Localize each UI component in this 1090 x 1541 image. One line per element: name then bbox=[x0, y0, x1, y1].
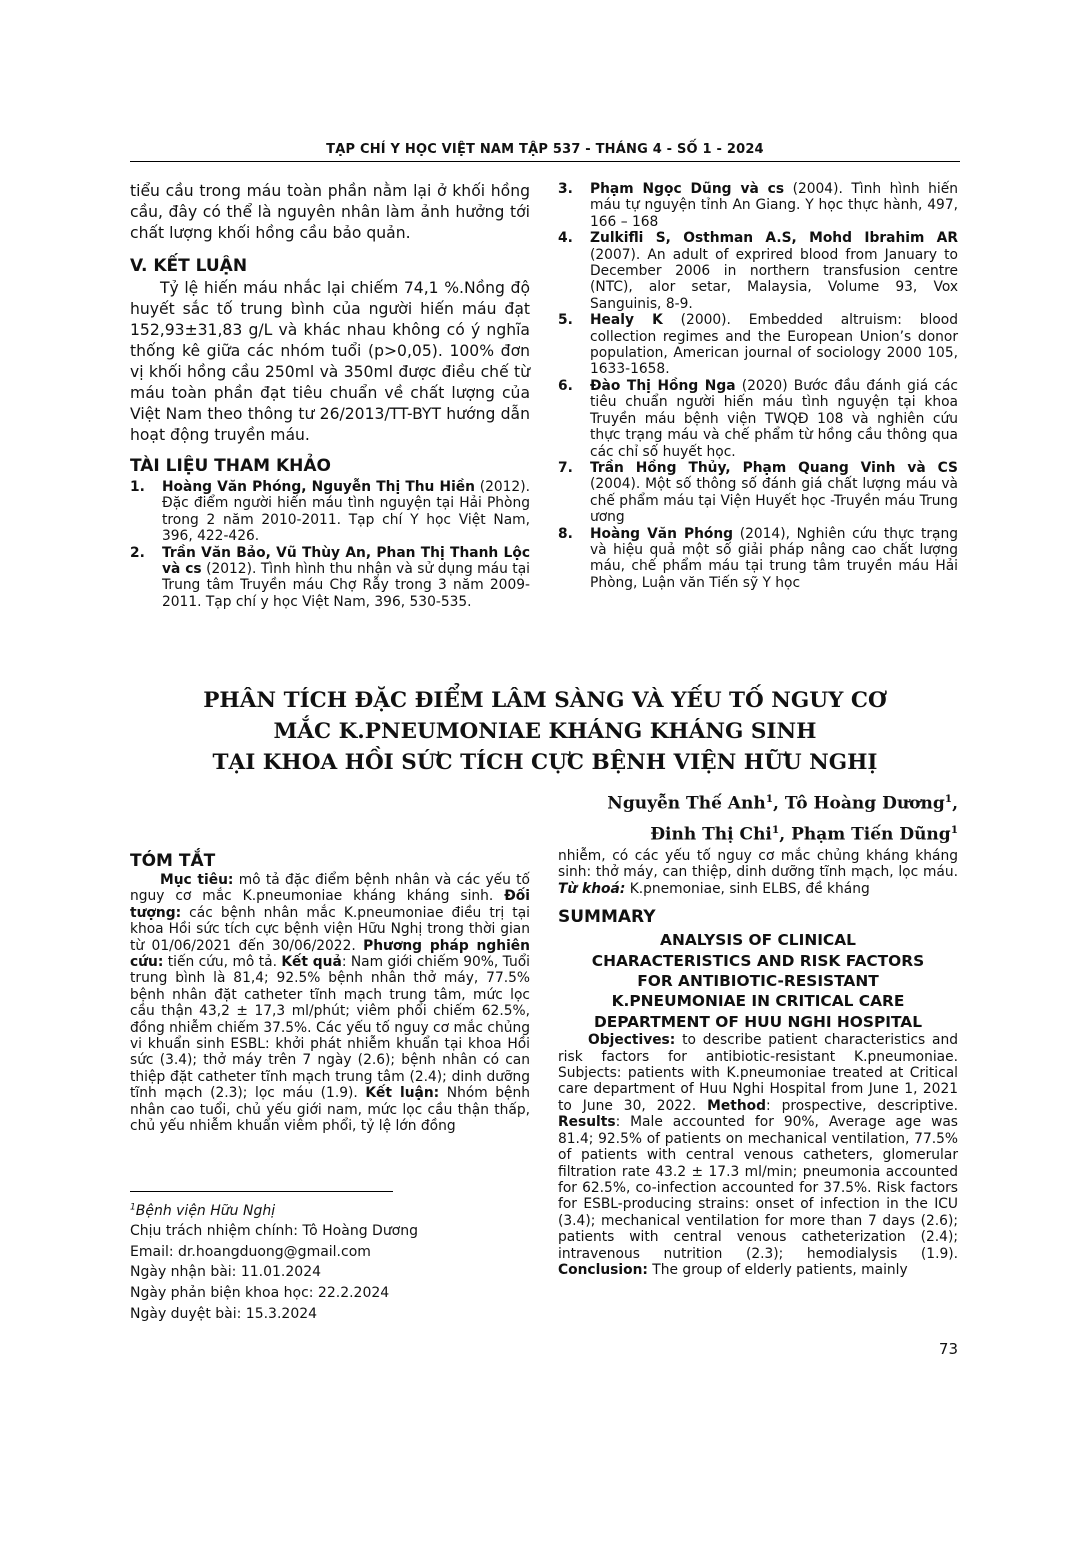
abstract-vi-continued: nhiễm, có các yếu tố nguy cơ mắc chủng kháng kháng sinh: thở máy, can thiệp, dinh dưỡng tĩnh mạch, lọc máu. Từ khoá: K.pnemoniae, sinh ELBS, đề kháng bbox=[558, 848, 958, 897]
reference-text: (2012). Tình hình thu nhận và sử dụng máu tại Trung tâm Truyền máu Chợ Rẫy trong 3 năm 2009-2011. Tạp chí y học Việt Nam, 396, 530-535. bbox=[162, 561, 531, 610]
reference-text: (2007). An adult of exprired blood from January to December 2006 in northern transfusion centre (NTC), alor setar, Malaysia, Volume 93, Vox Sanguinis, 8-9. bbox=[590, 246, 958, 312]
header-rule bbox=[130, 161, 960, 162]
reference-authors: Trần Hồng Thủy, Phạm Quang Vinh và CS bbox=[590, 459, 958, 476]
reference-authors: Phạm Ngọc Dũng và cs bbox=[590, 181, 785, 197]
abstract-right-column bbox=[558, 848, 958, 1278]
reference-text: (2014), Nghiên cứu thực trạng và hiệu quả một số giải pháp nâng cao chất lượng máu, chế phẩm máu tại trung tâm truyền máu Hải Phòng, Luận văn Tiến sỹ Y học bbox=[590, 525, 958, 591]
reference-authors: Healy K bbox=[590, 312, 663, 329]
footnote-email: Email: dr.hoangduong@gmail.com bbox=[130, 1243, 371, 1260]
author-name: Nguyễn Thế Anh bbox=[607, 793, 766, 814]
reference-number: 1. bbox=[130, 479, 145, 495]
english-title bbox=[558, 930, 958, 1032]
article-title-line: PHÂN TÍCH ĐẶC ĐIỂM LÂM SÀNG VÀ YẾU TỐ NGUY CƠ bbox=[203, 688, 887, 713]
reference-item bbox=[558, 230, 958, 312]
reference-authors: Zulkifli S, Osthman A.S, Mohd Ibrahim AR bbox=[590, 230, 958, 247]
abstract-heading: TÓM TẮT bbox=[130, 851, 216, 871]
reference-text: (2004). Một số thông số đánh giá chất lượng máu và chế phẩm máu tại Viện Huyết học -Truyền máu Trung ương bbox=[590, 476, 958, 526]
footnote-received: Ngày nhận bài: 11.01.2024 bbox=[130, 1264, 322, 1281]
conclusion-paragraph: Tỷ lệ hiến máu nhắc lại chiếm 74,1 %.Nồng độ huyết sắc tố trung bình của người hiến máu đạt 152,93±31,83 g/L và khác nhau không có ý nghĩa thống kê giữa các nhóm tuổi (p>0,05). 100% đơn vị khối hồng cầu 250ml và 350ml được điều chế từ máu toàn phần đạt tiêu chuẩn về chất lượng của Việt Nam theo thông tư 26/2013/TT-BYT hướng dẫn hoạt động truyền máu. bbox=[130, 279, 530, 444]
article-title-line: MẮC K.PNEUMONIAE KHÁNG KHÁNG SINH bbox=[273, 719, 817, 744]
summary-heading: SUMMARY bbox=[558, 907, 656, 928]
affiliation-marker: 1 bbox=[950, 823, 958, 836]
footnote-responsible: Chịu trách nhiệm chính: Tô Hoàng Dương bbox=[130, 1223, 419, 1240]
reference-item bbox=[558, 378, 958, 460]
reference-number: 5. bbox=[558, 312, 573, 329]
journal-header: TẠP CHÍ Y HỌC VIỆT NAM TẬP 537 - THÁNG 4 - SỐ 1 - 2024 bbox=[326, 142, 764, 157]
english-title-line: FOR ANTIBIOTIC-RESISTANT bbox=[637, 972, 879, 991]
reference-number: 8. bbox=[558, 525, 573, 542]
abstract-vi-text: Mục tiêu: mô tả đặc điểm bệnh nhân và các yếu tố nguy cơ mắc K.pneumoniae kháng kháng sinh. Đối tượng: các bệnh nhân mắc K.pneumoniae điều trị tại khoa Hồi sức tích cực bệnh viện Hữu Nghị trong thời gian từ 01/06/2021 đến 30/06/2022. Phương pháp nghiên cứu: tiến cứu, mô tả. Kết quả: Nam giới chiếm 90%, Tuổi trung bình là 81,4; 92.5% bệnh nhân thở máy, 77.5% bệnh nhân đặt catheter tĩnh mạch trung tâm, mức lọc cầu thận 43,2 ± 17,3 ml/phút; viêm phổi chiếm 62.5%, đồng nhiễm chiếm 37.5%. Các yếu tố nguy cơ mắc chủng vi khuẩn sinh ESBL: khởi phát nhiễm khuẩn tại khoa Hồi sức (3.4); thở máy trên 7 ngày (2.6); bệnh nhân có can thiệp đặt catheter tĩnh mạch trung tâm (2.4); dinh dưỡng tĩnh mạch (2.3); lọc máu (1.9). Kết luận: Nhóm bệnh nhân cao tuổi, chủ yếu giới nam, mức lọc cầu thận thấp, chủ yếu nhiễm khuẩn viêm phổi, tỷ lệ lớn đồng bbox=[130, 872, 531, 1135]
reference-item bbox=[558, 460, 958, 526]
reference-item bbox=[558, 181, 958, 230]
reference-authors: Hoàng Văn Phóng, Nguyễn Thị Thu Hiền bbox=[162, 479, 475, 495]
reference-authors: Đào Thị Hồng Nga bbox=[590, 377, 736, 394]
reference-text: (2020) Bước đầu đánh giá các tiêu chuẩn người hiến máu tình nguyện tại khoa Truyền máu bệnh viện TWQĐ 108 và nghiên cứu thực trạng máu và chế phẩm từ hồng cầu thông qua các chỉ số huyết học. bbox=[590, 377, 958, 460]
reference-authors: Trần Văn Bảo, Vũ Thùy An, Phan Thị Thanh Lộc và cs bbox=[162, 544, 530, 578]
reference-number: 7. bbox=[558, 459, 573, 476]
english-title-line: ANALYSIS OF CLINICAL bbox=[660, 931, 856, 950]
reference-text: (2004). Tình hình hiến máu tự nguyện tỉnh An Giang. Y học thực hành, 497, 166 – 168 bbox=[590, 181, 958, 230]
reference-number: 2. bbox=[130, 544, 145, 561]
article-title-line: TẠI KHOA HỒI SỨC TÍCH CỰC BỆNH VIỆN HỮU NGHỊ bbox=[212, 750, 878, 775]
prev-article-left-column bbox=[130, 181, 530, 610]
references-heading: TÀI LIỆU THAM KHẢO bbox=[130, 456, 331, 476]
footnote-affiliation: $^1$Bệnh viện Hữu Nghị bbox=[130, 1202, 276, 1219]
affiliation-marker: 1 bbox=[944, 793, 953, 805]
reference-list-right bbox=[558, 181, 958, 591]
reference-number: 4. bbox=[558, 230, 573, 247]
footnote bbox=[130, 1197, 418, 1324]
reference-number: 6. bbox=[558, 377, 573, 394]
affiliation-marker: 1 bbox=[771, 823, 780, 836]
page-number: 73 bbox=[938, 1340, 958, 1358]
abstract-vi bbox=[130, 850, 530, 1135]
reference-item bbox=[130, 479, 530, 545]
reference-item bbox=[130, 545, 530, 611]
reference-list-left bbox=[130, 479, 530, 610]
article-title bbox=[130, 685, 960, 778]
reference-number: 3. bbox=[558, 181, 573, 197]
summary-text: Objectives: to describe patient characteristics and risk factors for antibiotic-resistant K.pneumoniae. Subjects: patients with K.pneumoniae treated at Critical care department of Huu Nghi Hospital from June 1, 2021 to June 30, 2022. Method: prospective, descriptive. Results: Male accounted for 90%, Average age was 81.4; 92.5% of patients on mechanical ventilation, 77.5% of patients with central venous catheters, glomerular filtration rate 43.2 ± 17.3 ml/min; pneumonia accounted for 62.5%, co-infection accounted for 37.5%. Risk factors for ESBL-producing strains: onset of infection in the ICU (3.4); mechanical ventilation for more than 7 days (2.6); patients with central venous catheterization (2.4); intravenous nutrition (2.3); hemodialysis (1.9). Conclusion: The group of elderly patients, mainly bbox=[558, 1032, 958, 1278]
footnote-reviewed: Ngày phản biện khoa học: 22.2.2024 bbox=[130, 1285, 390, 1302]
english-title-line: CHARACTERISTICS AND RISK FACTORS bbox=[591, 951, 925, 970]
reference-authors: Hoàng Văn Phóng bbox=[590, 525, 734, 542]
reference-text: (2000). Embedded altruism: blood collection regimes and the European Union’s donor population, American journal of sociology 2000 105, 1633-1658. bbox=[590, 312, 958, 378]
prev-article-right-column bbox=[558, 181, 958, 591]
english-title-line: DEPARTMENT OF HUU NGHI HOSPITAL bbox=[593, 1012, 923, 1031]
footnote-accepted: Ngày duyệt bài: 15.3.2024 bbox=[130, 1305, 318, 1322]
affiliation-marker: 1 bbox=[765, 793, 774, 805]
continued-paragraph: tiểu cầu trong máu toàn phần nằm lại ở khối hồng cầu, đây có thể là nguyên nhân làm ảnh hưởng tới chất lượng khối hồng cầu bảo quản. bbox=[130, 182, 530, 242]
author-name: Đinh Thị Chi bbox=[650, 824, 772, 845]
author-list: Nguyễn Thế Anh$^1$, Tô Hoàng Dương$^1$, Đinh Thị Chi$^1$, Phạm Tiến Dũng$^1$ bbox=[607, 793, 958, 845]
footnote-rule bbox=[130, 1191, 393, 1192]
reference-text: (2012). Đặc điểm người hiến máu tình nguyện tại Hải Phòng trong 2 năm 2010-2011. Tạp chí Y học Việt Nam, 396, 422-426. bbox=[162, 479, 530, 545]
conclusion-heading: V. KẾT LUẬN bbox=[130, 256, 248, 276]
english-title-line: K.PNEUMONIAE IN CRITICAL CARE bbox=[611, 992, 905, 1011]
author-name: Tô Hoàng Dương bbox=[784, 793, 945, 814]
reference-item bbox=[558, 312, 958, 378]
author-name: Phạm Tiến Dũng bbox=[791, 824, 951, 845]
reference-item bbox=[558, 526, 958, 592]
